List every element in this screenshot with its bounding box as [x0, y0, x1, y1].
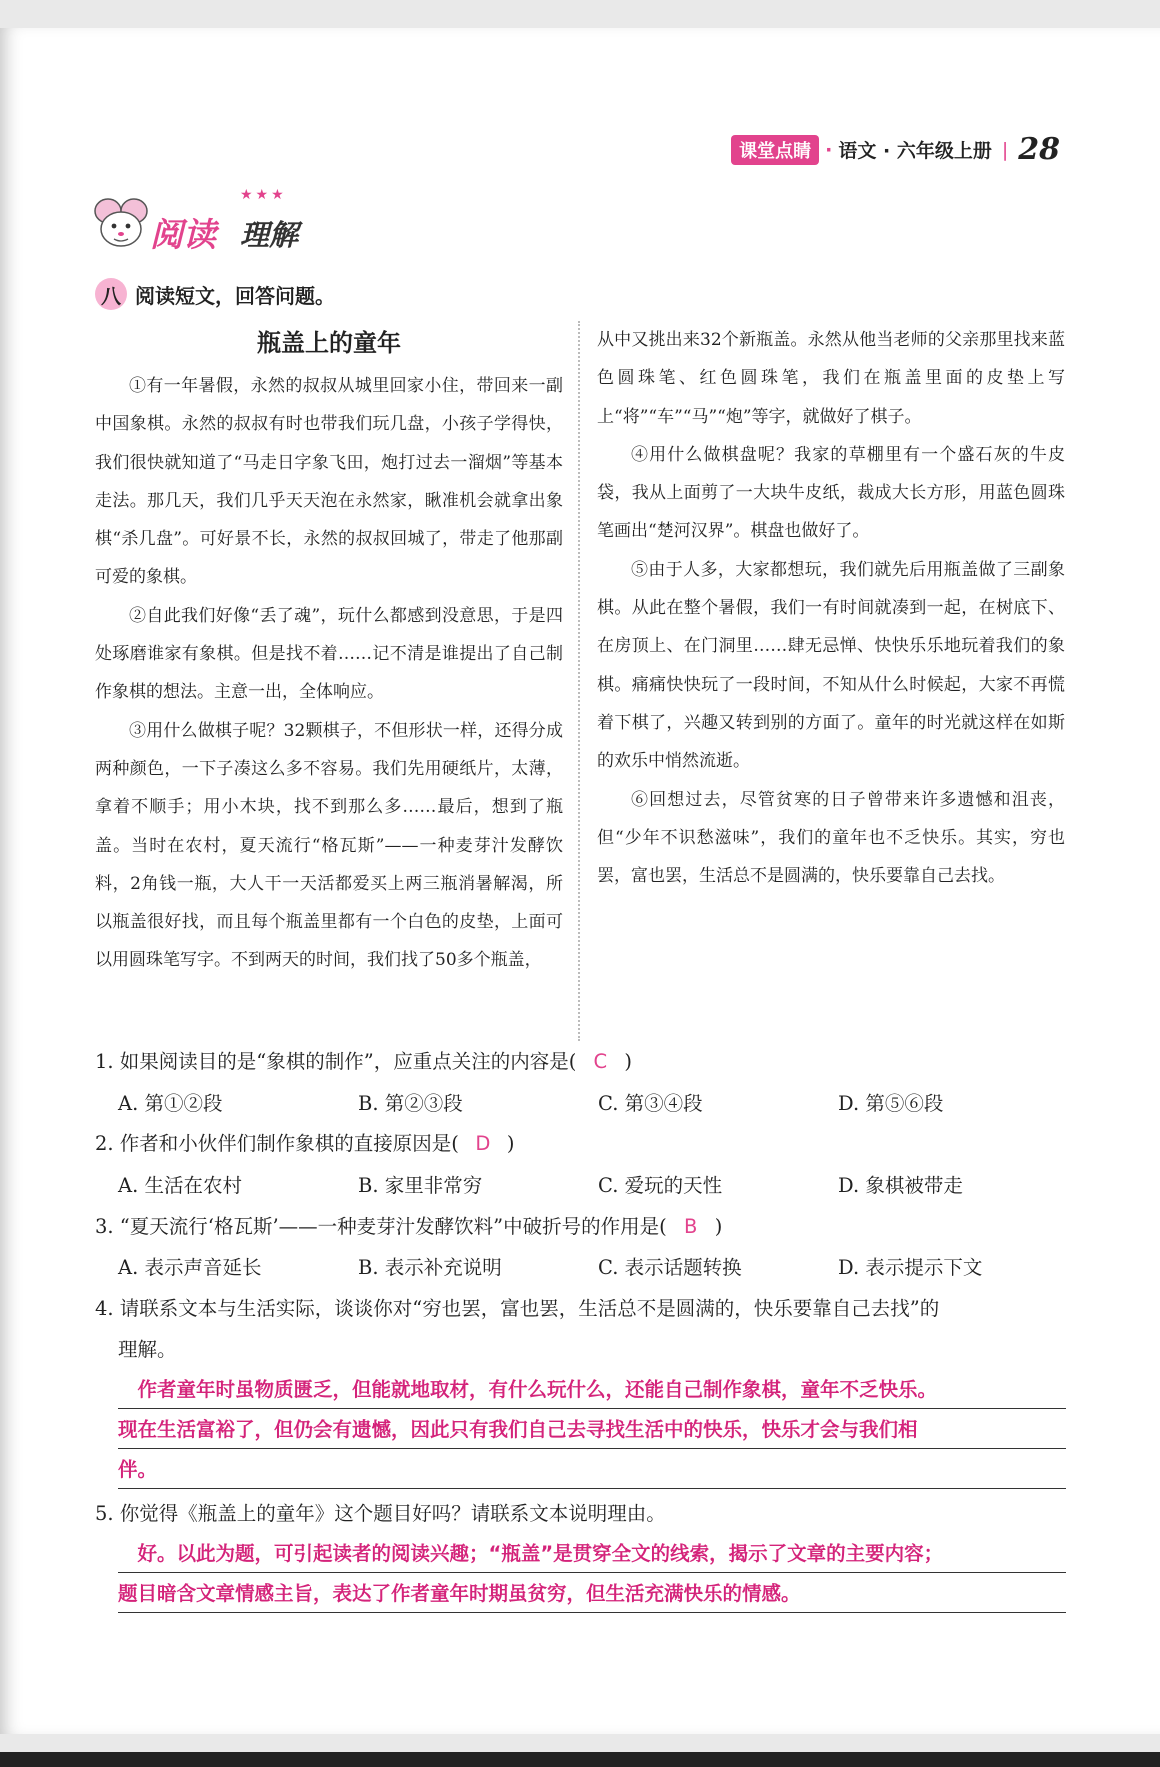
article-right-column: [597, 321, 1065, 895]
answer-line[interactable]: 作者童年时虽物质匮乏，但能就地取材，有什么玩什么，还能自己制作象棋，童年不乏快乐。: [118, 1372, 1066, 1409]
page-header: 课堂点睛 · 语文 · 六年级上册 | 28: [731, 132, 1060, 167]
option: B. 第②③段: [358, 1092, 463, 1115]
option: C. 第③④段: [598, 1092, 703, 1115]
article-paragraph: ⑥回想过去，尽管贫寒的日子曾带来许多遗憾和沮丧，但“少年不识愁滋味”，我们的童年也不乏快乐。其实，穷也罢，富也罢，生活总不是圆满的，快乐要靠自己去找。: [597, 789, 1065, 887]
answer-line[interactable]: 现在生活富裕了，但仍会有遗憾，因此只有我们自己去寻找生活中的快乐，快乐才会与我们相: [118, 1412, 1066, 1449]
answer-choice[interactable]: D: [475, 1132, 491, 1155]
option: D. 第⑤⑥段: [838, 1092, 944, 1115]
article-paragraph: ②自此我们好像“丢了魂”，玩什么都感到没意思，于是四处琢磨谁家有象棋。但是找不着……记不清是谁提出了自己制作象棋的想法。主意一出，全体响应。: [95, 605, 563, 703]
question-4: [95, 1293, 1065, 1321]
column-divider: [578, 321, 580, 1041]
page-number: 28: [1018, 132, 1060, 167]
article-paragraph: ①有一年暑假，永然的叔叔从城里回家小住，带回来一副中国象棋。永然的叔叔有时也带我们玩几盘，小孩子学得快，我们很快就知道了“马走日字象飞田，炮打过去一溜烟”等基本走法。那几天，我们几乎天天泡在永然家，瞅准机会就拿出象棋“杀几盘”。可好景不长，永然的叔叔回城了，带走了他那副可爱的象棋。: [95, 376, 563, 588]
question-text: 2. 作者和小伙伴们制作象棋的直接原因是(: [95, 1132, 459, 1155]
article-paragraph: ③用什么做棋子呢？32颗棋子，不但形状一样，还得分成两种颜色，一下子凑这么多不容易。我们先用硬纸片，太薄，拿着不顺手；用小木块，找不到那么多……最后，想到了瓶盖。当时在农村，夏天流行“格瓦斯”——一种麦芽汁发酵饮料，2角钱一瓶，大人干一天活都爱买上两三瓶消暑解渴，所以瓶盖很好找，而且每个瓶盖里都有一个白色的皮垫，上面可以用圆珠笔写字。不到两天的时间，我们找了50多个瓶盖，: [95, 720, 563, 971]
question-3: [95, 1211, 1065, 1239]
article-paragraph: 从中又挑出来32个新瓶盖。永然从他当老师的父亲那里找来蓝色圆珠笔、红色圆珠笔，我们在瓶盖里面的皮垫上写上“将”“车”“马”“炮”等字，就做好了棋子。: [597, 330, 1065, 427]
answer-line[interactable]: 题目暗含文章情感主旨，表达了作者童年时期虽贫穷，但生活充满快乐的情感。: [118, 1576, 1066, 1613]
paren-close: ): [714, 1215, 723, 1238]
logo-text-read: 阅读: [150, 215, 216, 254]
answer-choice[interactable]: B: [684, 1215, 698, 1238]
question-1-options: [118, 1088, 1078, 1116]
header-badge: 课堂点睛: [731, 135, 819, 165]
article-paragraph: ④用什么做棋盘呢？我家的草棚里有一个盛石灰的牛皮袋，我从上面剪了一大块牛皮纸，裁成大长方形，用蓝色圆珠笔画出“楚河汉界”。棋盘也做好了。: [597, 444, 1065, 542]
question-text: 5. 你觉得《瓶盖上的童年》这个题目好吗？请联系文本说明理由。: [95, 1502, 666, 1525]
question-text: 4. 请联系文本与生活实际，谈谈你对“穷也罢，富也罢，生活总不是圆满的，快乐要靠自己去找”的: [95, 1297, 940, 1320]
workbook-page: [0, 28, 1160, 1734]
option: D. 表示提示下文: [838, 1256, 983, 1279]
section-heading: [95, 278, 335, 310]
answer-line[interactable]: 好。以此为题，可引起读者的阅读兴趣；“瓶盖”是贯穿全文的线索，揭示了文章的主要内容；: [118, 1536, 1066, 1573]
paren-close: ): [624, 1050, 632, 1073]
header-subject: 语文 · 六年级上册: [838, 140, 992, 162]
question-3-options: [118, 1252, 1078, 1280]
option: B. 家里非常穷: [358, 1174, 483, 1197]
option: A. 第①②段: [118, 1092, 223, 1115]
section-instruction: 阅读短文，回答问题。: [135, 283, 335, 308]
logo-text-understand: 理解: [240, 218, 299, 252]
question-2: [95, 1128, 1065, 1156]
question-1: [95, 1046, 1065, 1074]
article-left-column: [95, 321, 563, 980]
mouse-mascot-icon: [90, 193, 152, 253]
rating-stars: ★★★: [240, 187, 287, 203]
viewer-bottom-bar: [0, 1752, 1160, 1767]
option: D. 象棋被带走: [838, 1174, 963, 1197]
option: B. 表示补充说明: [358, 1256, 502, 1279]
answer-line[interactable]: 伴。: [118, 1452, 1066, 1489]
question-2-options: [118, 1170, 1078, 1198]
question-4-continuation: 理解。: [118, 1338, 177, 1361]
article-title: 瓶盖上的童年: [257, 329, 401, 357]
option: A. 表示声音延长: [118, 1256, 262, 1279]
question-text: 3. “夏天流行‘格瓦斯’——一种麦芽汁发酵饮料”中破折号的作用是(: [95, 1215, 667, 1238]
question-text: 1. 如果阅读目的是“象棋的制作”，应重点关注的内容是(: [95, 1050, 577, 1073]
question-5: [95, 1498, 1065, 1526]
option: C. 爱玩的天性: [598, 1174, 723, 1197]
reading-logo: [90, 187, 330, 263]
paren-close: ): [506, 1132, 515, 1155]
option: C. 表示话题转换: [598, 1256, 742, 1279]
article-paragraph: ⑤由于人多，大家都想玩，我们就先后用瓶盖做了三副象棋。从此在整个暑假，我们一有时间就凑到一起，在树底下、在房顶上、在门洞里……肆无忌惮、快快乐乐地玩着我们的象棋。痛痛快快玩了一段时间，不知从什么时候起，大家不再慌着下棋了，兴趣又转到别的方面了。童年的时光就这样在如斯的欢乐中悄然流逝。: [597, 559, 1065, 772]
answer-choice[interactable]: C: [593, 1050, 608, 1073]
section-number: 八: [95, 278, 127, 310]
option: A. 生活在农村: [118, 1174, 242, 1197]
